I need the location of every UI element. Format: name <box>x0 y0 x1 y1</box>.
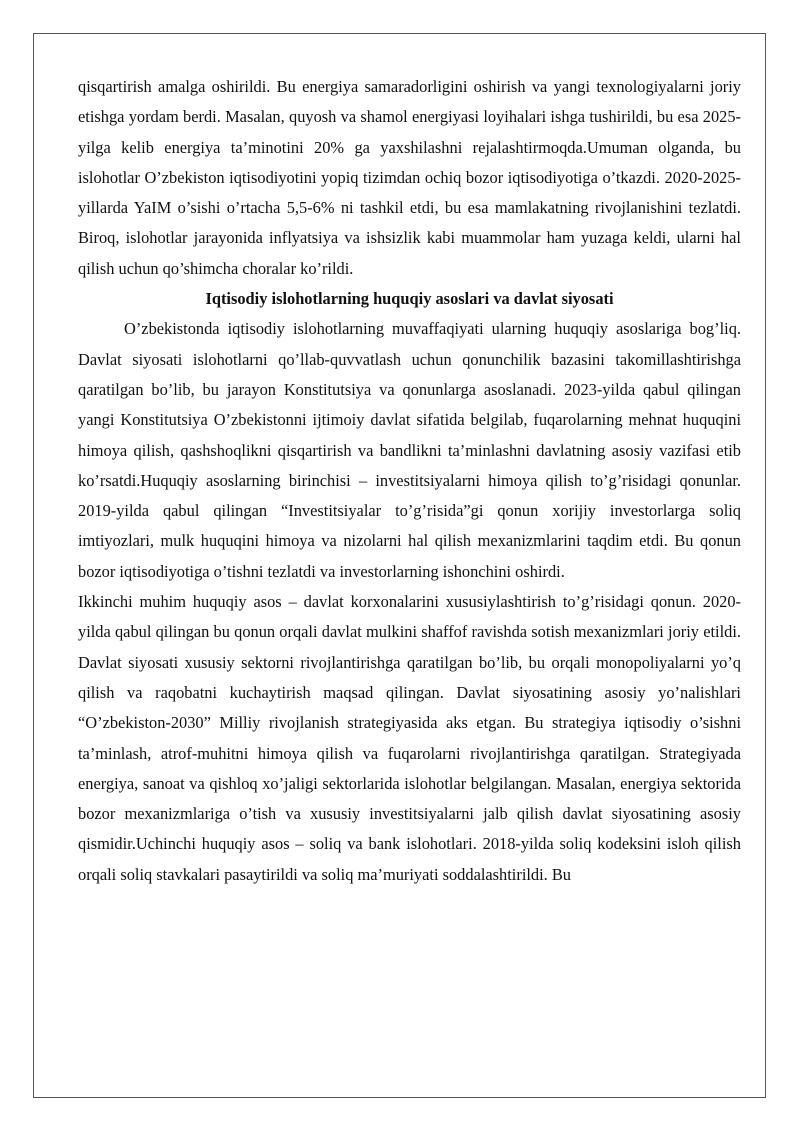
paragraph: qisqartirish amalga oshirildi. Bu energiya samaradorligini oshirish va yangi texnologiyalarni joriy etishga yordam berdi. Masalan, quyosh va shamol energiyasi loyihalari ishga tushirildi, bu esa 2025-yilga kelib energiya ta’minotini 20% ga yaxshilashni rejalashtirmoqda.Umuman olganda, bu islohotlar O’zbekiston iqtisodiyotini yopiq tizimdan ochiq bozor iqtisodiyotiga o’tkazdi. 2020-2025-yillarda YaIM o’sishi o’rtacha 5,5-6% ni tashkil etdi, bu esa mamlakatning rivojlanishini tezlatdi. Biroq, islohotlar jarayonida inflyatsiya va ishsizlik kabi muammolar ham yuzaga keldi, ularni hal qilish uchun qo’shimcha choralar ko’rildi. <box>78 77 741 278</box>
document-body <box>78 72 741 890</box>
paragraph: Ikkinchi muhim huquqiy asos – davlat korxonalarini xususiylashtirish to’g’risidagi qonun. 2020-yilda qabul qilingan bu qonun orqali davlat mulkini shaffof ravishda sotish mexanizmlari joriy etildi. Davlat siyosati xususiy sektorni rivojlantirishga qaratilgan bo’lib, bu orqali monopoliyalarni yo’q qilish va raqobatni kuchaytirish maqsad qilingan. Davlat siyosatining asosiy yo’nalishlari “O’zbekiston-2030” Milliy rivojlanish strategiyasida aks etgan. Bu strategiya iqtisodiy o’sishni ta’minlash, atrof-muhitni himoya qilish va fuqarolarni rivojlantirishga qaratilgan. Strategiyada energiya, sanoat va qishloq xo’jaligi sektorlarida islohotlar belgilangan. Masalan, energiya sektorida bozor mexanizmlariga o’tish va xususiy investitsiyalarni jalb qilish davlat siyosatining asosiy qismidir.Uchinchi huquqiy asos – soliq va bank islohotlari. 2018-yilda soliq kodeksini isloh qilish orqali soliq stavkalari pasaytirildi va soliq ma’muriyati soddalashtirildi. Bu <box>78 592 741 884</box>
paragraph: O’zbekistonda iqtisodiy islohotlarning muvaffaqiyati ularning huquqiy asoslariga bog’liq. Davlat siyosati islohotlarni qo’llab-quvvatlash uchun qonunchilik bazasini takomillashtirishga qaratilgan bo’lib, bu jarayon Konstitutsiya va qonunlarga asoslanadi. 2023-yilda qabul qilingan yangi Konstitutsiya O’zbekistonni ijtimoiy davlat sifatida belgilab, fuqarolarning mehnat huquqini himoya qilish, qashshoqlikni qisqartirish va bandlikni ta’minlashni davlatning asosiy vazifasi etib ko’rsatdi.Huquqiy asoslarning birinchisi – investitsiyalarni himoya qilish to’g’risidagi qonunlar. 2019-yilda qabul qilingan “Investitsiyalar to’g’risida”gi qonun xorijiy investorlarga soliq imtiyozlari, mulk huquqini himoya va nizolarni hal qilish mexanizmlarini taqdim etdi. Bu qonun bozor iqtisodiyotiga o’tishni tezlatdi va investorlarning ishonchini oshirdi. <box>78 319 741 581</box>
section-heading: Iqtisodiy islohotlarning huquqiy asoslari va davlat siyosati <box>205 289 614 309</box>
